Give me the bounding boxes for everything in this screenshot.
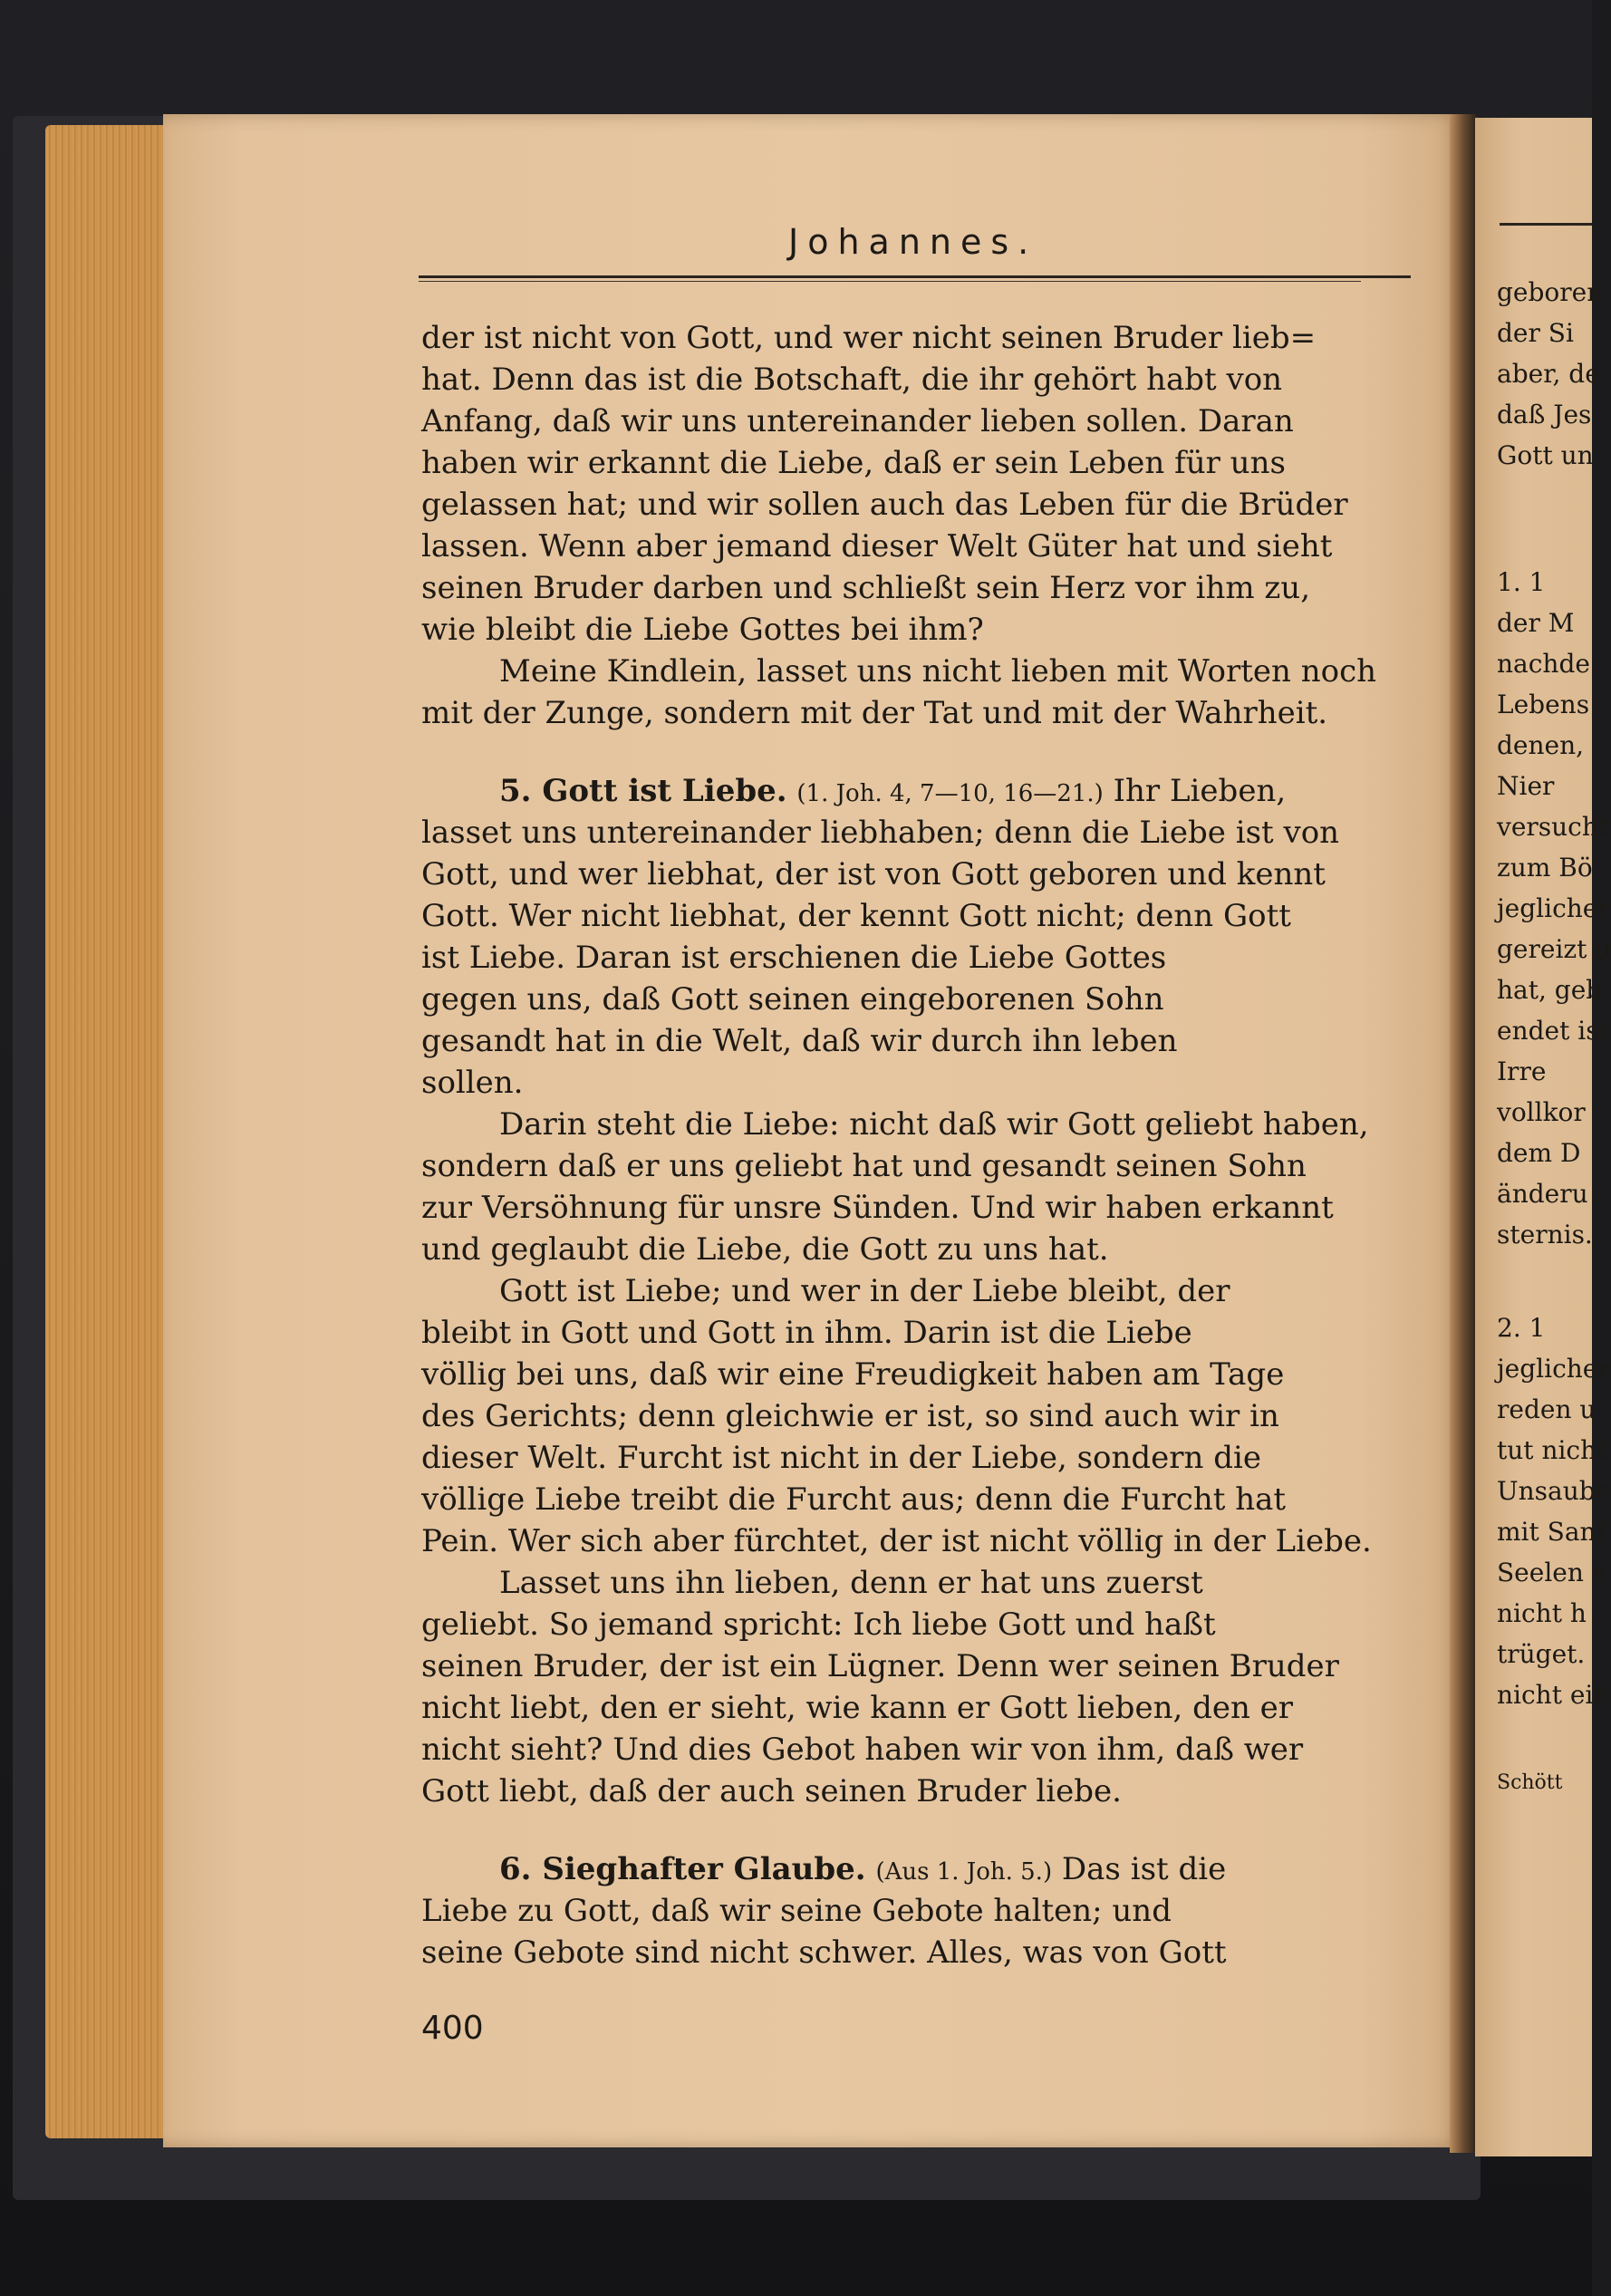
text-line: versucht [1497,812,1609,842]
text-line: haben wir erkannt die Liebe, daß er sein Leben für uns [421,445,1286,481]
text-line: lassen. Wenn aber jemand dieser Welt Güter hat und sieht [421,528,1333,564]
text-line: geboren [1497,277,1604,307]
text-line: sollen. [421,1065,524,1101]
text-line: sternis. [1497,1220,1593,1249]
text-line: des Gerichts; denn gleichwie er ist, so sind auch wir in [421,1398,1279,1434]
text-line: Pein. Wer sich aber fürchtet, der ist nicht völlig in der Liebe. [421,1523,1372,1559]
text-line: jeglicher [1497,893,1610,923]
text-line: trüget. [1497,1639,1586,1669]
text-line: vollkor [1497,1097,1586,1127]
text-line: Meine Kindlein, lasset uns nicht lieben mit Worten noch [499,653,1377,690]
text-line: denen, [1497,730,1585,760]
right-page-header-rule [1500,223,1592,226]
section-gap [421,734,1418,770]
scripture-reference: (Aus 1. Joh. 5.) [875,1858,1053,1886]
text-line: tut nicht [1497,1435,1607,1465]
page-number: 400 [421,2010,484,2047]
text-line: Gott liebt, daß der auch seinen Bruder liebe. [421,1773,1122,1809]
text-line: seinen Bruder, der ist ein Lügner. Denn wer seinen Bruder [421,1648,1339,1684]
text-line: gelassen hat; und wir sollen auch das Leben für die Brüder [421,487,1348,523]
text-line: endet ist [1497,1016,1609,1046]
text-line: und geglaubt die Liebe, die Gott zu uns hat. [421,1231,1109,1268]
text-line: gesandt hat in die Welt, daß wir durch ihn leben [421,1023,1178,1059]
section-first-words: Ihr Lieben, [1113,773,1287,809]
section-heading: 6. Sieghafter Glaube. [499,1851,866,1887]
text-line: lasset uns untereinander liebhaben; denn die Liebe ist von [421,815,1340,851]
text-line: dieser Welt. Furcht ist nicht in der Liebe, sondern die [421,1440,1261,1476]
text-line: zum Bö [1497,853,1593,883]
text-line: zur Versöhnung für unsre Sünden. Und wir haben erkannt [421,1190,1334,1226]
section-heading: 5. Gott ist Liebe. [499,773,787,809]
text-line: geliebt. So jemand spricht: Ich liebe Gott und haßt [421,1606,1216,1643]
text-line: der ist nicht von Gott, und wer nicht seinen Bruder lieb= [421,320,1317,356]
section-gap [1497,476,1592,562]
text-line: dem D [1497,1138,1581,1168]
text-line: der M [1497,608,1575,638]
right-page-text [1497,272,1611,1803]
text-line: nicht h [1497,1598,1587,1628]
text-line: gegen uns, daß Gott seinen eingeborenen Sohn [421,981,1164,1018]
text-line: Lasset uns ihn lieben, denn er hat uns zuerst [499,1565,1203,1601]
text-line: sondern daß er uns geliebt hat und gesandt seinen Sohn [421,1148,1307,1184]
text-line: Irre [1497,1056,1547,1086]
text-line: daß Jes [1497,400,1592,429]
book-gutter [1450,114,1477,2153]
scripture-reference: (1. Joh. 4, 7—10, 16—21.) [796,780,1104,807]
text-line: Gott. Wer nicht liebhat, der kennt Gott nicht; denn Gott [421,898,1291,934]
text-line: der Si [1497,318,1574,348]
text-line: jeglicher [1497,1354,1610,1384]
section-gap [1497,1255,1592,1307]
text-line: Liebe zu Gott, daß wir seine Gebote halten; und [421,1893,1172,1929]
section-gap [1497,1715,1592,1762]
text-line: Anfang, daß wir uns untereinander lieben sollen. Daran [421,403,1294,439]
text-line: hat, geb [1497,975,1603,1005]
section-6-heading-line [421,1848,1418,1890]
text-line: änderu [1497,1179,1588,1209]
text-line: seinen Bruder darben und schließt sein Herz vor ihm zu, [421,570,1311,606]
text-line: Gott un [1497,440,1594,470]
text-line: Darin steht die Liebe: nicht daß wir Gott geliebt haben, [499,1106,1369,1143]
body-text [421,317,1418,1973]
text-line: mit der Zunge, sondern mit der Tat und mit der Wahrheit. [421,695,1328,731]
text-line: bleibt in Gott und Gott in ihm. Darin ist die Liebe [421,1315,1192,1351]
text-line: nicht ein [1497,1680,1610,1710]
text-line: gereizt u [1497,934,1611,964]
text-line: nicht sieht? Und dies Gebot haben wir von ihm, daß wer [421,1732,1304,1768]
text-line: 2. 1 [1497,1313,1546,1343]
text-line: seine Gebote sind nicht schwer. Alles, was von Gott [421,1934,1227,1971]
header-rule-thin [419,281,1361,282]
text-line: völlig bei uns, daß wir eine Freudigkeit haben am Tage [421,1356,1285,1393]
text-line: aber, de [1497,359,1600,389]
text-line: Unsaube [1497,1476,1611,1506]
text-line: Nier [1497,771,1555,801]
section-first-words: Das ist die [1061,1851,1227,1887]
text-line: Gott, und wer liebhat, der ist von Gott geboren und kennt [421,856,1326,892]
running-head: Johannes. [788,222,1038,262]
right-page-footer: Schött [1497,1771,1563,1794]
text-line: nicht liebt, den er sieht, wie kann er Gott lieben, den er [421,1690,1294,1726]
text-line: ist Liebe. Daran ist erschienen die Liebe Gottes [421,940,1167,976]
text-line: Lebens [1497,690,1590,719]
text-line: völlige Liebe treibt die Furcht aus; denn die Furcht hat [421,1481,1287,1518]
text-line: nachde [1497,649,1590,679]
text-line: reden u [1497,1394,1597,1424]
section-gap [421,1812,1418,1848]
text-line: hat. Denn das ist die Botschaft, die ihr gehört habt von [421,362,1283,398]
header-rule [419,275,1411,278]
text-line: wie bleibt die Liebe Gottes bei ihm? [421,612,984,648]
text-line: Seelen s [1497,1558,1606,1587]
section-5-heading-line [421,770,1418,812]
text-line: 1. 1 [1497,567,1546,597]
text-line: Gott ist Liebe; und wer in der Liebe bleibt, der [499,1273,1230,1309]
text-line: mit Sanf [1497,1517,1606,1547]
